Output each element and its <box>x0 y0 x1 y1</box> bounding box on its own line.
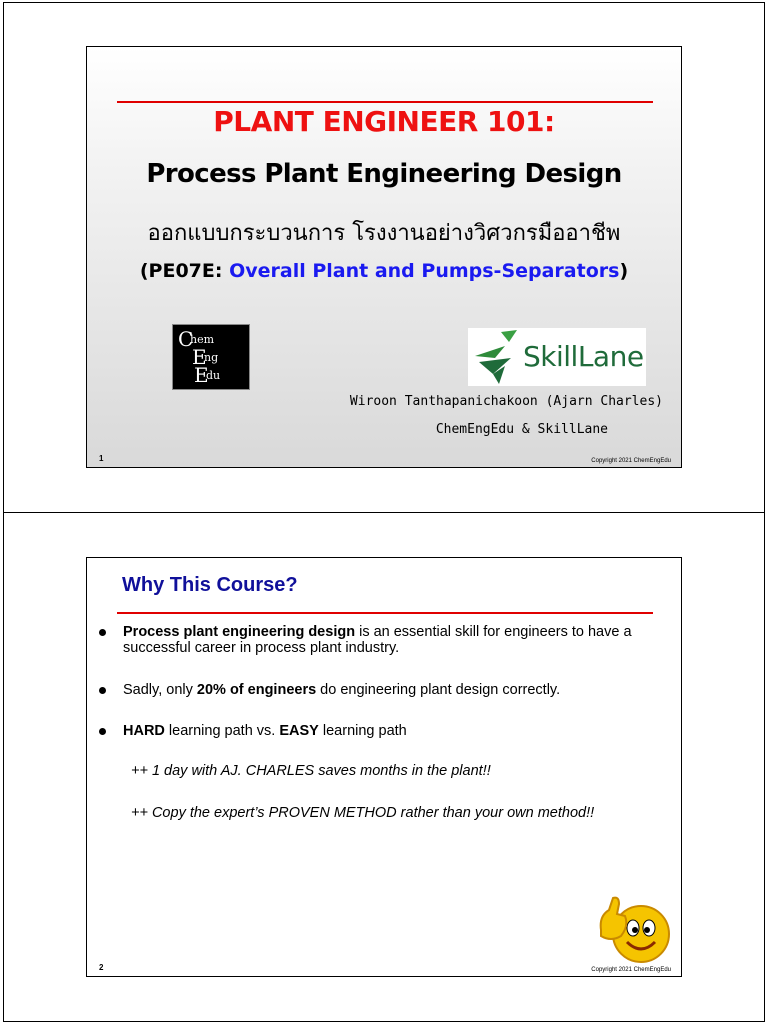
bullet-dot <box>99 687 106 694</box>
logo-letter: C <box>178 327 194 351</box>
logo-text: ng <box>204 351 219 364</box>
thumbs-up-smiley-icon <box>595 896 675 968</box>
copyright-notice: Copyright 2021 ChemEngEdu <box>591 458 671 464</box>
bullet-item <box>99 682 659 698</box>
module-code <box>87 260 681 282</box>
title-rule <box>117 101 653 103</box>
course-subtitle: Process Plant Engineering Design <box>146 159 622 189</box>
skilllane-wordmark: SkillLane <box>523 340 644 373</box>
sub-point: ++ 1 day with AJ. CHARLES saves months in the plant!! <box>131 763 491 779</box>
course-title: PLANT ENGINEER 101: <box>213 105 555 138</box>
bullet-text: Sadly, only 20% of engineers do engineering plant design correctly. <box>123 682 561 698</box>
slide-2 <box>86 557 682 977</box>
page-divider <box>3 512 765 513</box>
copyright-notice: Copyright 2021 ChemEngEdu <box>591 967 671 973</box>
logo-letter: E <box>192 345 207 369</box>
bullet-item <box>99 624 659 656</box>
thai-title: ออกแบบกระบวนการ โรงงานอย่างวิศวกรมืออาชีพ <box>147 221 621 246</box>
slide-number: 1 <box>99 454 104 463</box>
chemengedu-logo <box>172 324 250 390</box>
organization: ChemEngEdu & SkillLane <box>435 422 608 437</box>
bullet-dot <box>99 728 106 735</box>
module-code-topic: Overall Plant and Pumps-Separators <box>229 260 620 282</box>
module-code-prefix: (PE07E: <box>139 260 230 282</box>
bullet-dot <box>99 629 106 636</box>
logo-text: du <box>206 369 221 382</box>
slide-number: 2 <box>99 963 104 972</box>
author-name: Wiroon Tanthapanichakoon (Ajarn Charles) <box>349 394 663 409</box>
logo-text: hem <box>190 333 215 346</box>
module-code-suffix: ) <box>619 260 629 282</box>
sub-point: ++ Copy the expert’s PROVEN METHOD rather than your own method!! <box>131 805 595 821</box>
skilllane-logo <box>468 328 646 386</box>
bullet-text: HARD learning path vs. EASY learning path <box>123 723 407 739</box>
slide-heading: Why This Course? <box>122 574 298 596</box>
skilllane-arrow-icon <box>471 328 521 386</box>
heading-rule <box>117 612 653 614</box>
slide-1 <box>86 46 682 468</box>
logo-letter: E <box>194 363 209 387</box>
bullet-item <box>99 723 659 739</box>
bullet-text: Process plant engineering design is an essential skill for engineers to have a successful career in process plant industry. <box>123 624 632 656</box>
